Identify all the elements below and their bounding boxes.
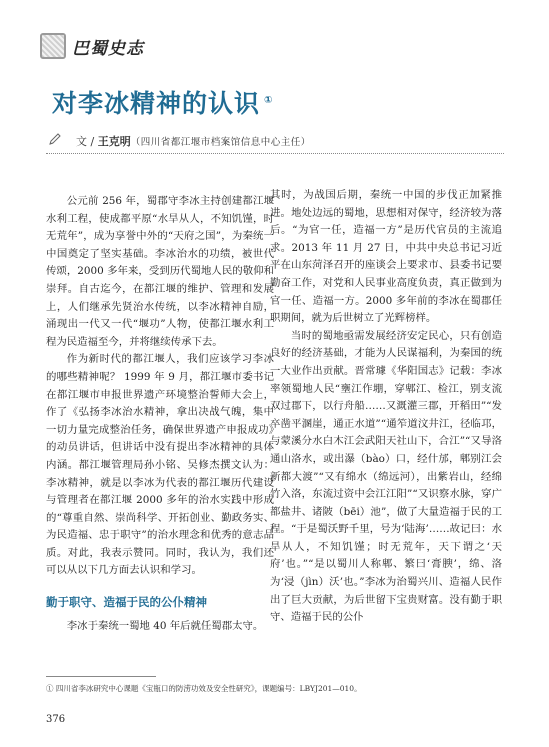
page-number: 376 [46,714,66,725]
section-name: 巴蜀史志 [72,39,144,59]
paragraph: 当时的蜀地亟需发展经济安定民心，只有创造良好的经济基础，才能为人民谋福利，为秦国的统一大业作出贡献。晋常璩《华阳国志》记载：李冰率领蜀地人民“壅江作堋，穿郫江、检江，别支流双过郡下，以行舟船……又溉灌三郡，开稻田”“发卒凿平溷崖，通正水道”“通笮道汶井江，径临邛，与蒙溪分水白木江会武阳天社山下，合江”“又导洛通山洛水，或出瀑（bào）口，经什邡，郫别江会新都大渡”“又有绵水（绵远河），出紫岩山，经绵竹入洛，东流过资中会江江阳”“又识察水脉，穿广都盐井、诸陂（bēi）池”，做了大量造福于民的工程。“于是蜀沃野千里，号为‘陆海’……故记曰：水旱从人，不知饥馑；时无荒年，天下谓之‘天府’也。”“是以蜀川人称郫、繁曰‘膏腴’，绵、洛为‘浸（jìn）沃’也。”李冰为治蜀兴川、造福人民作出了巨大贡献，为后世留下宝贵财富。没有勤于职守、造福于民的公仆 [270,329,502,624]
author-affiliation: （四川省都江堰市档案馆信息中心主任） [130,137,311,148]
section-header [40,30,150,62]
byline [76,133,311,149]
section-subheading: 勤于职守、造福于民的公仆精神 [46,595,207,610]
byline-prefix: 文 / [76,135,98,148]
pencil-icon [48,132,62,146]
article-title-text: 对李冰精神的认识 [52,89,261,118]
paragraph-continued: 其时，为战国后期，秦统一中国的步伐正加紧推进。地处边远的蜀地，思想相对保守，经济较为落后。“为官一任，造福一方”是历代官员的主流追求。2013 年 11 月 27 日，中共中央总书记习近平在山东菏泽召开的座谈会上要求市、县委书记要勤奋工作，对党和人民事业高度负责，真正做到为官一任、造福一方。2000 多年前的李冰在蜀郡任职期间，就为后世树立了光辉榜样。 [270,189,502,325]
left-column [46,193,274,635]
article-title [52,84,273,120]
footnote-divider [46,676,156,677]
paragraph: 李冰于秦统一蜀地 40 年后就任蜀郡太守。 [66,619,264,632]
title-footnote-mark[interactable]: ① [264,94,274,106]
paragraph: 作为新时代的都江堰人，我们应该学习李冰的哪些精神呢？ 1999 年 9 月，都江堰市委书记在都江堰市申报世界遗产环境整治誓师大会上，作了《弘扬李冰治水精神，拿出决战气魄，集中一切力量完成整治任务，确保世界遗产申报成功》的动员讲话，但讲话中没有提出李冰精神的具体内涵。都江堰管理局孙小铭、吴修杰撰文认为：李冰精神，就是以李冰为代表的都江堰历代建设与管理者在都江堰 2000 多年的治水实践中形成的“尊重自然、崇尚科学、开拓创业、勤政务实、为民造福、忠于职守”的治水理念和优秀的意志品质。对此，我表示赞同。同时，我认为，我们还可以从以下几方面去认识和学习。 [46,353,274,577]
footnote: ① 四川省李冰研究中心课题《宝瓶口的防涝功效及安全性研究》，课题编号：LBYJ201—010。 [46,684,362,693]
byline-divider [46,153,504,154]
right-column [270,187,502,627]
author-name: 王克明 [97,135,131,148]
seal-logo-icon [40,33,66,59]
paragraph: 公元前 256 年，蜀郡守李冰主持创建都江堰水利工程，使成都平原“水旱从人，不知饥馑，时无荒年”，成为享誉中外的“天府之国”，为秦统一中国奠定了坚实基础。李冰治水的功绩，被世代传颂，2000 多年来，受到历代蜀地人民的敬仰和崇拜。自古迄今，在都江堰的维护、管理和发展上，人们继承先贤治水传统，以李冰精神自励，涌现出一代又一代“堰功”人物，使都江堰水利工程为民造福至今，并将继续传承下去。 [46,195,274,348]
